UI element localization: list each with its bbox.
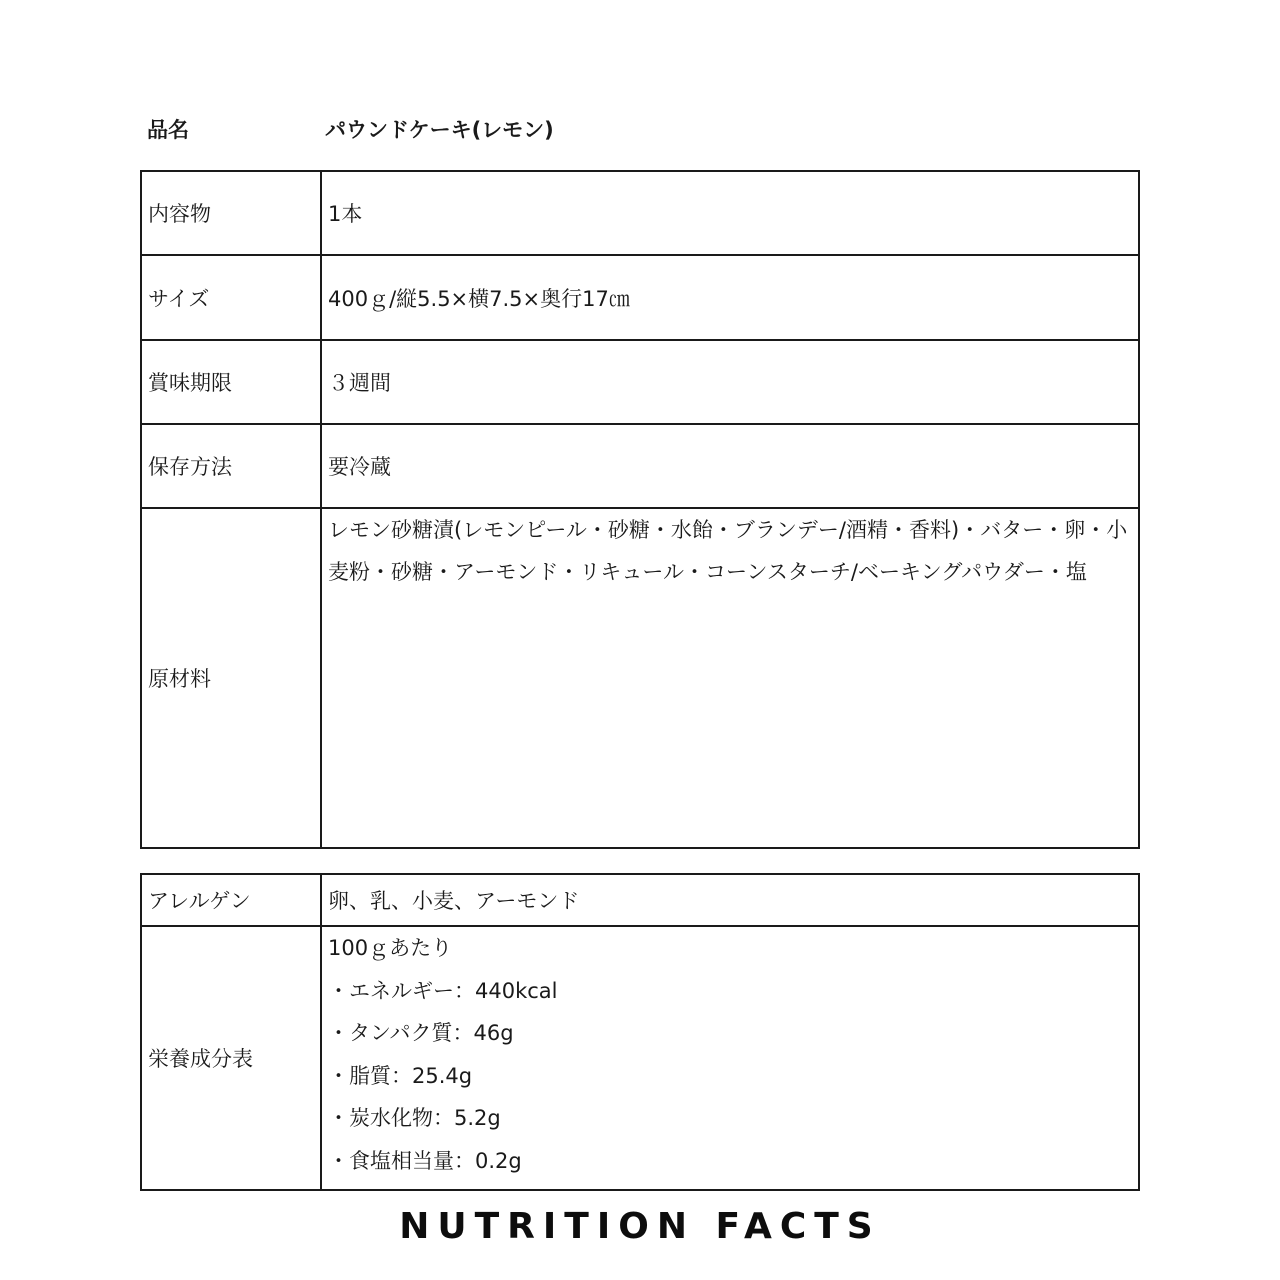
table-row (141, 340, 1139, 424)
nutrition-line-fat: ・脂質：25.4g (328, 1063, 473, 1088)
nutrition-line-protein: ・タンパク質：46g (328, 1021, 514, 1046)
spec-value-best-before: ３週間 (321, 340, 1139, 424)
table-row (141, 255, 1139, 340)
footer-title: NUTRITION FACTS (399, 1206, 881, 1247)
spec-table (140, 170, 1140, 849)
product-name-value: パウンドケーキ(レモン) (325, 118, 554, 142)
allergen-label: アレルゲン (141, 874, 321, 926)
product-name-label: 品名 (147, 118, 189, 142)
table-row (141, 926, 1139, 1190)
spec-label-size: サイズ (141, 255, 321, 340)
spec-label-storage: 保存方法 (141, 424, 321, 508)
table-row (141, 874, 1139, 926)
spec-label-ingredients: 原材料 (141, 508, 321, 848)
spec-label-best-before: 賞味期限 (141, 340, 321, 424)
spec-value-size: 400ｇ/縦5.5×横7.5×奥行17㎝ (321, 255, 1139, 340)
nutrition-line-carbohydrate: ・炭水化物：5.2g (328, 1106, 501, 1131)
allergen-nutrition-table (140, 873, 1140, 1191)
nutrition-line-basis: 100ｇあたり (328, 936, 453, 960)
table-row (141, 508, 1139, 848)
nutrition-label: 栄養成分表 (141, 926, 321, 1190)
spec-value-storage: 要冷蔵 (321, 424, 1139, 508)
table-row (141, 424, 1139, 508)
spec-label-contents: 内容物 (141, 171, 321, 255)
nutrition-line-energy: ・エネルギー：440kcal (328, 978, 558, 1003)
nutrition-values (321, 926, 1139, 1190)
product-name-row (147, 112, 1137, 148)
spec-value-contents: 1本 (321, 171, 1139, 255)
table-row (141, 171, 1139, 255)
nutrition-line-salt: ・食塩相当量：0.2g (328, 1148, 522, 1173)
spec-value-ingredients: レモン砂糖漬(レモンピール・砂糖・水飴・ブランデー/酒精・香料)・バター・卵・小麦粉・砂糖・アーモンド・リキュール・コーンスターチ/ベーキングパウダー・塩 (321, 508, 1139, 848)
allergen-value: 卵、乳、小麦、アーモンド (321, 874, 1139, 926)
